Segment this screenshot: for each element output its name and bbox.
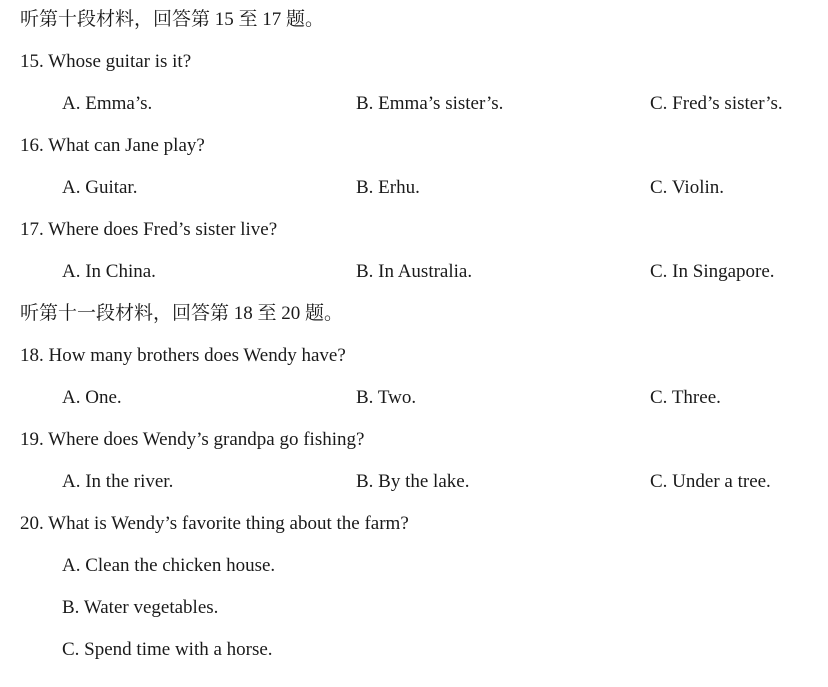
question-18	[0, 342, 828, 370]
question-18-text: 18. How many brothers does Wendy have?	[20, 345, 346, 366]
question-20-option-b-row	[0, 594, 828, 622]
question-19-text: 19. Where does Wendy’s grandpa go fishing?	[20, 429, 365, 450]
section-heading	[0, 6, 828, 34]
question-16	[0, 132, 828, 160]
option-c: C. In Singapore.	[650, 261, 775, 282]
option-c: C. Violin.	[650, 177, 724, 198]
question-17-text: 17. Where does Fred’s sister live?	[20, 219, 278, 240]
option-c: C. Under a tree.	[650, 471, 771, 492]
question-20	[0, 510, 828, 538]
option-a: A. Emma’s.	[62, 93, 153, 114]
option-a: A. One.	[62, 387, 122, 408]
question-17-options	[0, 258, 828, 286]
option-c: C. Fred’s sister’s.	[650, 93, 783, 114]
option-c: C. Three.	[650, 387, 721, 408]
option-b: B. Two.	[356, 387, 417, 408]
option-a: A. In China.	[62, 261, 156, 282]
question-19	[0, 426, 828, 454]
option-a: A. In the river.	[62, 471, 174, 492]
question-16-text: 16. What can Jane play?	[20, 135, 205, 156]
option-a: A. Guitar.	[62, 177, 138, 198]
question-19-options	[0, 468, 828, 496]
question-20-text: 20. What is Wendy’s favorite thing about the farm?	[20, 513, 409, 534]
question-20-option-c-row	[0, 636, 828, 664]
question-20-option-a-row	[0, 552, 828, 580]
question-15-options	[0, 90, 828, 118]
section-heading-text: 听第十一段材料，回答第 18 至 20 题。	[20, 303, 344, 324]
option-b: B. By the lake.	[356, 471, 470, 492]
question-16-options	[0, 174, 828, 202]
option-b: B. Water vegetables.	[62, 597, 219, 618]
question-18-options	[0, 384, 828, 412]
option-b: B. In Australia.	[356, 261, 473, 282]
option-c: C. Spend time with a horse.	[62, 639, 273, 660]
question-15	[0, 48, 828, 76]
section-heading-text: 听第十段材料，回答第 15 至 17 题。	[20, 9, 325, 30]
section-heading	[0, 300, 828, 328]
question-15-text: 15. Whose guitar is it?	[20, 51, 192, 72]
option-a: A. Clean the chicken house.	[62, 555, 276, 576]
option-b: B. Emma’s sister’s.	[356, 93, 504, 114]
question-17	[0, 216, 828, 244]
option-b: B. Erhu.	[356, 177, 420, 198]
